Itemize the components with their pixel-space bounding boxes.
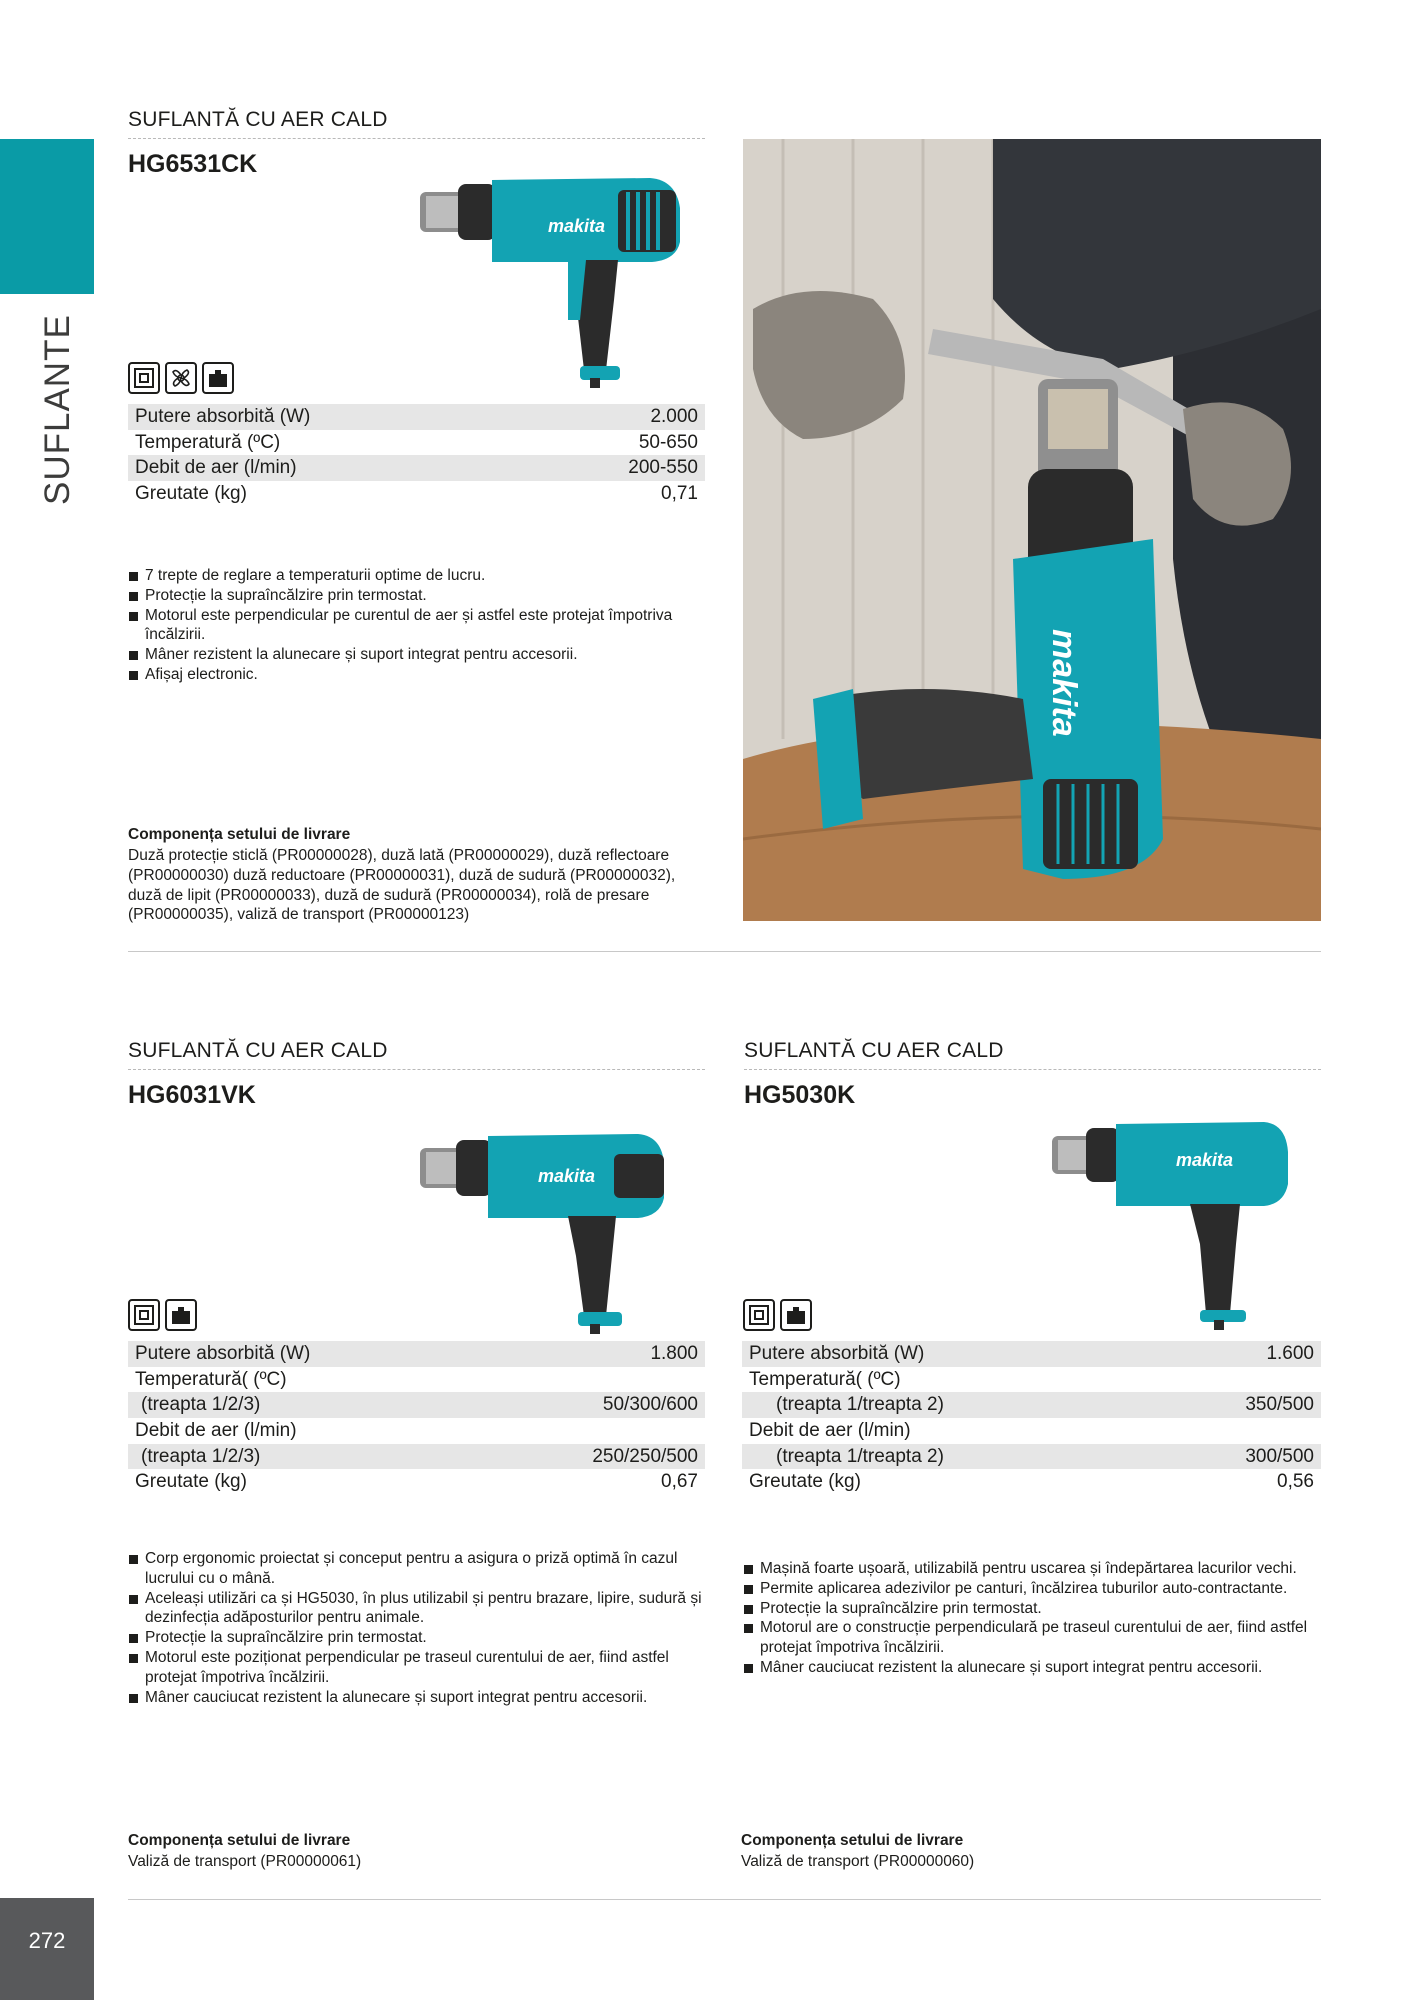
case-icon bbox=[165, 1299, 197, 1331]
kit-contents: Valiză de transport (PR00000060) bbox=[741, 1853, 975, 1870]
list-item: Mâner cauciucat rezistent la alunecare și suport integrat pentru accesorii. bbox=[128, 1688, 713, 1708]
electronic-control-icon bbox=[128, 1299, 160, 1331]
page-number: 272 bbox=[28, 1928, 66, 1953]
product-model: HG5030K bbox=[744, 1081, 856, 1109]
spec-row: (treapta 1/2/3) 50/300/600 bbox=[128, 1392, 705, 1418]
sidebar-section-label: SUFLANTE bbox=[38, 314, 77, 505]
heat-gun-image bbox=[418, 1126, 668, 1336]
brand-logo: makita bbox=[548, 216, 606, 236]
brand-logo: makita bbox=[1176, 1150, 1234, 1170]
product-category: SUFLANTĂ CU AER CALD bbox=[744, 1039, 1004, 1062]
feature-icons bbox=[743, 1299, 812, 1331]
feature-list bbox=[743, 1559, 1328, 1678]
spec-row: Debit de aer (l/min) bbox=[135, 1419, 297, 1441]
spec-row: (treapta 1/treapta 2) 350/500 bbox=[742, 1392, 1321, 1418]
spec-row: Greutate (kg) 0,71 bbox=[135, 482, 698, 504]
feature-icons bbox=[128, 1299, 197, 1331]
spec-row: Debit de aer (l/min) bbox=[749, 1419, 911, 1441]
section-divider bbox=[128, 951, 1321, 952]
case-icon bbox=[202, 362, 234, 394]
brand-logo: makita bbox=[538, 1166, 596, 1186]
spec-table bbox=[128, 1341, 705, 1495]
fan-speed-icon bbox=[165, 362, 197, 394]
list-item: Mâner cauciucat rezistent la alunecare și suport integrat pentru accesorii. bbox=[743, 1658, 1328, 1678]
heat-gun-image bbox=[1050, 1114, 1290, 1334]
category-divider bbox=[128, 138, 705, 139]
spec-row: (treapta 1/2/3) 250/250/500 bbox=[128, 1444, 705, 1470]
spec-row: Temperatură( (ºC) bbox=[749, 1368, 901, 1390]
list-item: Mâner rezistent la alunecare și suport integrat pentru accesorii. bbox=[128, 645, 705, 665]
list-item: Protecție la supraîncălzire prin termostat. bbox=[128, 586, 705, 606]
product-model: HG6031VK bbox=[128, 1081, 256, 1109]
spec-row: Temperatură (ºC) 50-650 bbox=[135, 431, 698, 453]
list-item: Permite aplicarea adezivilor pe canturi, încălzirea tuburilor auto-contractante. bbox=[743, 1579, 1328, 1599]
list-item: Motorul este perpendicular pe curentul de aer și astfel este protejat împotriva încălzirii. bbox=[128, 606, 705, 646]
category-divider bbox=[744, 1069, 1321, 1070]
product-photo bbox=[743, 139, 1321, 921]
electronic-control-icon bbox=[743, 1299, 775, 1331]
kit-contents: Duză protecție sticlă (PR00000028), duză lată (PR00000029), duză reflectoare (PR00000030) duză reductoare (PR00000031), duză de sudură (PR00000032), duză de lipit (PR00000033), duză de sudură (PR00000034), rolă de presare (PR00000035), valiză de transport (PR00000123) bbox=[128, 847, 676, 924]
spec-row: Putere absorbită (W) 1.600 bbox=[742, 1341, 1321, 1367]
brand-logo: makita bbox=[1045, 629, 1083, 737]
list-item: Afișaj electronic. bbox=[128, 665, 705, 685]
spec-row: Putere absorbită (W) 1.800 bbox=[128, 1341, 705, 1367]
list-item: Protecție la supraîncălzire prin termostat. bbox=[128, 1628, 713, 1648]
sidebar-accent-tab bbox=[0, 139, 94, 294]
kit-title: Componența setului de livrare bbox=[128, 826, 351, 843]
spec-row: Temperatură( (ºC) bbox=[135, 1368, 287, 1390]
feature-list bbox=[128, 1549, 713, 1707]
list-item: Corp ergonomic proiectat și conceput pentru a asigura o priză optimă în cazul lucrului cu o mână. bbox=[128, 1549, 713, 1589]
list-item: Aceleași utilizări ca și HG5030, în plus utilizabil și pentru brazare, lipire, sudură și dezinfecția adăposturilor pentru animale. bbox=[128, 1589, 713, 1629]
list-item: Mașină foarte ușoară, utilizabilă pentru uscarea și îndepărtarea lacurilor vechi. bbox=[743, 1559, 1328, 1579]
list-item: Motorul este poziționat perpendicular pe traseul curentului de aer, fiind astfel protejat împotriva încălzirii. bbox=[128, 1648, 713, 1688]
kit-contents: Valiză de transport (PR00000061) bbox=[128, 1853, 362, 1870]
electronic-control-icon bbox=[128, 362, 160, 394]
spec-row: Putere absorbită (W) 2.000 bbox=[128, 404, 705, 430]
list-item: Protecție la supraîncălzire prin termostat. bbox=[743, 1599, 1328, 1619]
kit-title: Componența setului de livrare bbox=[741, 1832, 964, 1849]
kit-title: Componența setului de livrare bbox=[128, 1832, 351, 1849]
category-divider bbox=[128, 1069, 705, 1070]
spec-table bbox=[128, 404, 705, 507]
case-icon bbox=[780, 1299, 812, 1331]
feature-icons bbox=[128, 362, 234, 394]
spec-row: Debit de aer (l/min) 200-550 bbox=[128, 455, 705, 481]
spec-table bbox=[742, 1341, 1321, 1495]
product-model: HG6531CK bbox=[128, 150, 258, 178]
feature-list bbox=[128, 566, 705, 685]
spec-row: Greutate (kg) 0,56 bbox=[749, 1471, 1314, 1493]
list-item: Motorul are o construcție perpendiculară pe traseul curentului de aer, fiind astfel protejat împotriva încălzirii. bbox=[743, 1618, 1328, 1658]
spec-row: Greutate (kg) 0,67 bbox=[135, 1471, 698, 1493]
heat-gun-image bbox=[418, 170, 688, 390]
footer-divider bbox=[128, 1899, 1321, 1900]
list-item: 7 trepte de reglare a temperaturii optime de lucru. bbox=[128, 566, 705, 586]
spec-row: (treapta 1/treapta 2) 300/500 bbox=[742, 1444, 1321, 1470]
product-category: SUFLANTĂ CU AER CALD bbox=[128, 1039, 388, 1062]
product-category: SUFLANTĂ CU AER CALD bbox=[128, 108, 388, 131]
